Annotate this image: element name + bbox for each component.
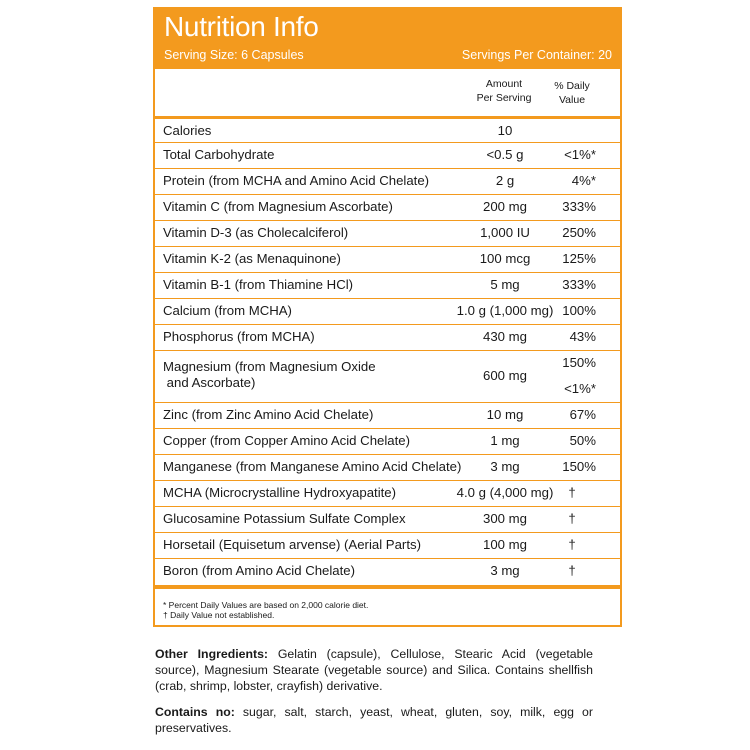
table-row xyxy=(155,350,620,403)
nutrient-amount: 5 mg xyxy=(490,277,520,292)
nutrient-daily-value: <1%* xyxy=(564,147,596,162)
contains-no-label: Contains no: xyxy=(155,705,235,719)
footnote-daily-values: * Percent Daily Values are based on 2,000 calorie diet. xyxy=(163,600,369,610)
table-row xyxy=(155,220,620,247)
nutrient-name: Copper (from Copper Amino Acid Chelate) xyxy=(163,433,411,448)
nutrient-name: Phosphorus (from MCHA) xyxy=(163,329,315,344)
other-ingredients-text: Gelatin (capsule), Cellulose, Stearic Acid (vegetable source), Magnesium Stearate (vegetable source) and Silica. Contains shellfish (crab, shrimp, lobster, crayfish) derivative. xyxy=(155,647,593,693)
dv-header-line1: % Daily xyxy=(554,80,590,92)
nutrient-amount: 1,000 IU xyxy=(480,225,530,240)
other-ingredients xyxy=(155,646,593,694)
nutrient-daily-value-line2: <1%* xyxy=(564,381,596,396)
nutrient-name: Manganese (from Manganese Amino Acid Chelate) xyxy=(163,459,462,474)
nutrient-name-line2: and Ascorbate) xyxy=(163,375,256,390)
footnote-not-established: † Daily Value not established. xyxy=(163,610,275,620)
nutrient-name: Total Carbohydrate xyxy=(163,147,275,162)
table-row xyxy=(155,402,620,429)
table-row xyxy=(155,506,620,533)
nutrient-daily-value: 43% xyxy=(569,329,596,344)
nutrient-name: Vitamin B-1 (from Thiamine HCl) xyxy=(163,277,354,292)
table-row xyxy=(155,168,620,195)
dv-header-line2: Value xyxy=(558,94,586,106)
nutrient-name: Vitamin K-2 (as Menaquinone) xyxy=(163,251,341,266)
nutrient-amount: 1.0 g (1,000 mg) xyxy=(456,303,554,318)
nutrient-daily-value: 333% xyxy=(562,277,596,292)
nutrient-amount: 200 mg xyxy=(483,199,527,214)
column-headers xyxy=(155,69,620,119)
nutrient-name: Horsetail (Equisetum arvense) (Aerial Parts) xyxy=(163,537,421,552)
nutrient-name: Boron (from Amino Acid Chelate) xyxy=(163,563,356,578)
nutrient-daily-value: 125% xyxy=(562,251,596,266)
contains-no-text: sugar, salt, starch, yeast, wheat, gluten, soy, milk, egg or preservatives. xyxy=(155,705,593,735)
nutrient-name: Calcium (from MCHA) xyxy=(163,303,292,318)
table-row xyxy=(155,558,620,585)
nutrient-daily-value: 67% xyxy=(569,407,596,422)
table-row xyxy=(155,298,620,325)
servings-per-container: Servings Per Container: 20 xyxy=(461,48,612,62)
nutrient-amount: 10 xyxy=(497,123,513,138)
nutrient-amount: 300 mg xyxy=(483,511,527,526)
nutrient-amount: 3 mg xyxy=(490,563,520,578)
nutrient-amount: 430 mg xyxy=(483,329,527,344)
nutrient-amount: 3 mg xyxy=(490,459,520,474)
table-row xyxy=(155,116,620,145)
nutrient-name: Magnesium (from Magnesium Oxide xyxy=(163,359,376,374)
nutrient-name: Vitamin D-3 (as Cholecalciferol) xyxy=(163,225,349,240)
other-ingredients-label: Other Ingredients: xyxy=(155,647,269,661)
table-row xyxy=(155,480,620,507)
nutrient-amount: 100 mg xyxy=(483,537,527,552)
footnotes xyxy=(155,585,620,629)
nutrient-daily-value: 4%* xyxy=(571,173,596,188)
table-row xyxy=(155,532,620,559)
nutrient-name: Vitamin C (from Magnesium Ascorbate) xyxy=(163,199,393,214)
nutrient-daily-value: 50% xyxy=(569,433,596,448)
daily-value-column-header xyxy=(548,79,596,107)
nutrient-daily-value: † xyxy=(568,485,576,500)
nutrient-amount: 2 g xyxy=(495,173,515,188)
nutrient-name: Protein (from MCHA and Amino Acid Chelate) xyxy=(163,173,430,188)
panel-title: Nutrition Info xyxy=(164,11,319,42)
table-row xyxy=(155,324,620,351)
nutrient-amount: <0.5 g xyxy=(486,147,524,162)
table-row xyxy=(155,142,620,169)
nutrient-daily-value: 333% xyxy=(562,199,596,214)
amount-header-line2: Per Serving xyxy=(476,92,532,104)
nutrition-panel xyxy=(153,7,622,627)
serving-size: Serving Size: 6 Capsules xyxy=(164,48,304,62)
table-row xyxy=(155,246,620,273)
nutrient-daily-value: 150% xyxy=(562,459,596,474)
nutrient-daily-value: † xyxy=(568,511,576,526)
nutrient-amount: 4.0 g (4,000 mg) xyxy=(456,485,554,500)
table-row xyxy=(155,428,620,455)
nutrient-amount: 100 mcg xyxy=(479,251,531,266)
table-row xyxy=(155,272,620,299)
nutrient-daily-value: 150% xyxy=(562,355,596,370)
nutrient-amount: 1 mg xyxy=(490,433,520,448)
table-row xyxy=(155,454,620,481)
table-row xyxy=(155,194,620,221)
nutrient-daily-value: 100% xyxy=(562,303,596,318)
nutrient-name: Zinc (from Zinc Amino Acid Chelate) xyxy=(163,407,374,422)
nutrient-daily-value: † xyxy=(568,537,576,552)
nutrient-daily-value: † xyxy=(568,563,576,578)
amount-column-header xyxy=(463,77,545,105)
nutrient-amount: 600 mg xyxy=(483,368,527,383)
nutrient-name: Glucosamine Potassium Sulfate Complex xyxy=(163,511,406,526)
nutrient-amount: 10 mg xyxy=(486,407,524,422)
amount-header-line1: Amount xyxy=(485,78,523,90)
nutrient-daily-value: 250% xyxy=(562,225,596,240)
panel-header xyxy=(155,9,620,69)
contains-no xyxy=(155,704,593,736)
nutrient-name: MCHA (Microcrystalline Hydroxyapatite) xyxy=(163,485,397,500)
nutrient-name: Calories xyxy=(163,123,212,138)
